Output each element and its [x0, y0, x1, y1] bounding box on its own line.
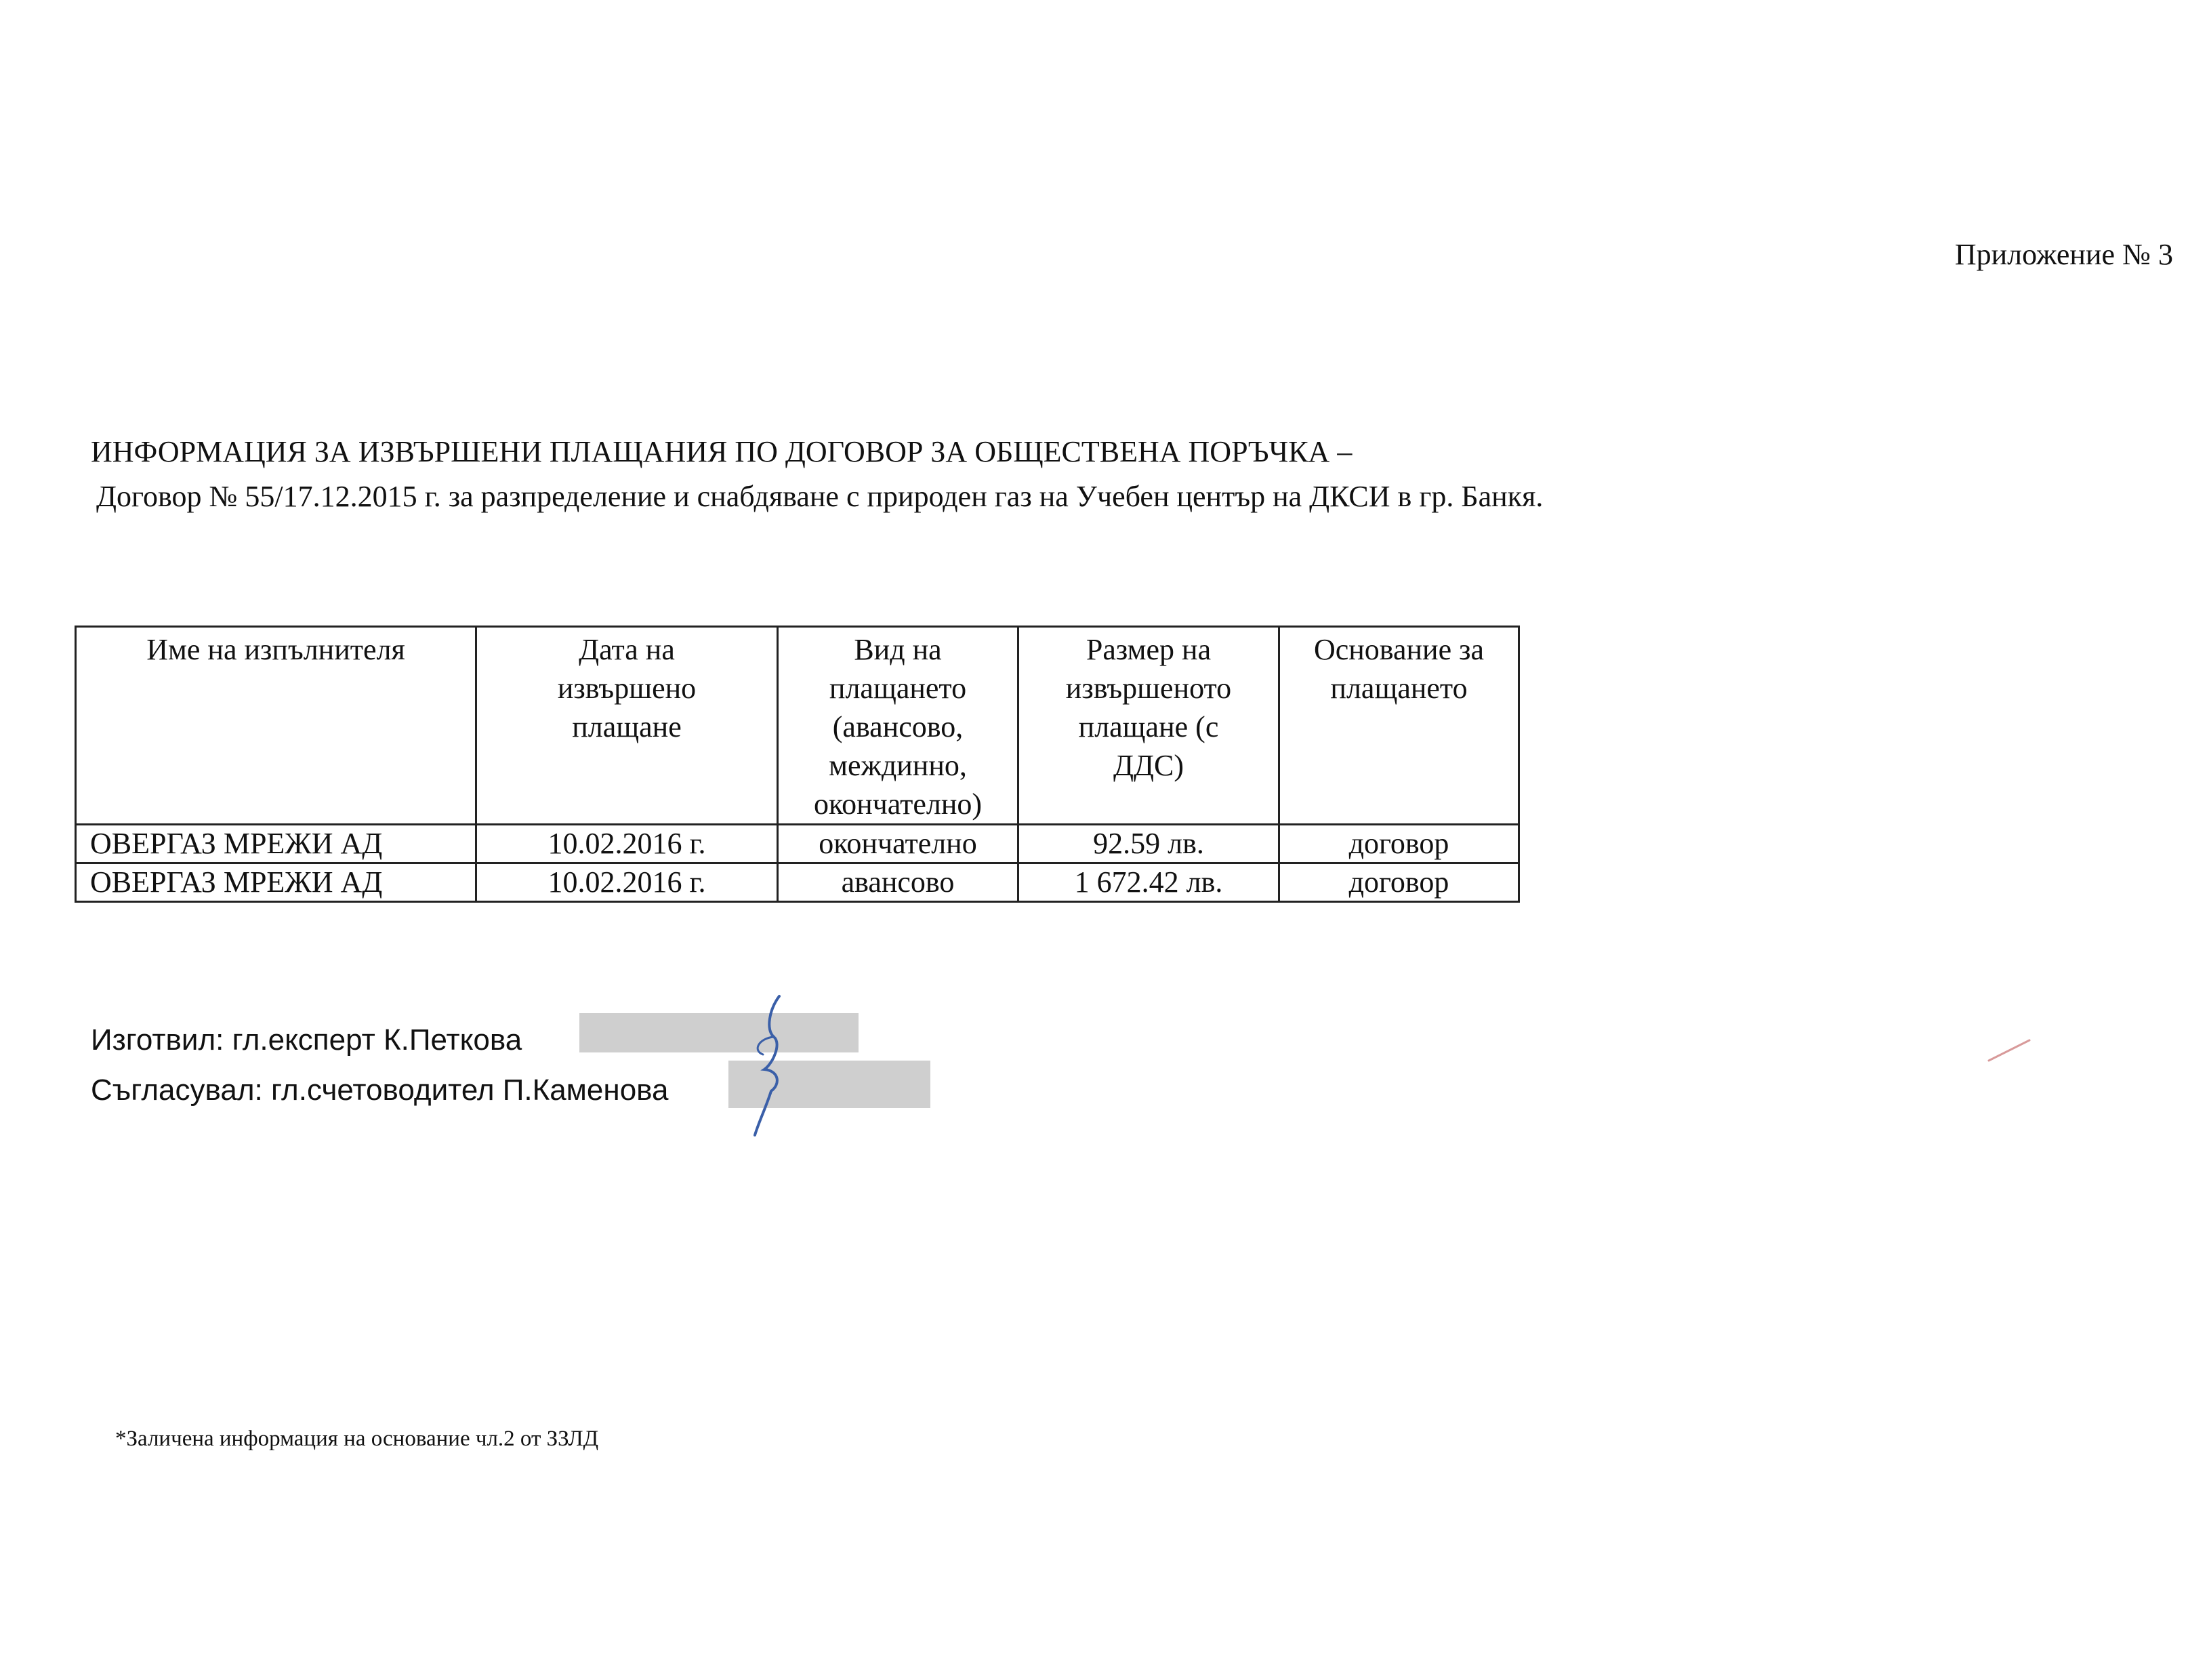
pen-mark — [1985, 1037, 2033, 1064]
table-row — [76, 825, 1519, 863]
cell-payment-amount: 92.59 лв. — [1018, 825, 1279, 863]
prepared-by: Изготвил: гл.експерт К.Петкова — [91, 1023, 522, 1057]
cell-payment-date: 10.02.2016 г. — [476, 863, 778, 902]
cell-contractor-name: ОВЕРГАЗ МРЕЖИ АД — [76, 825, 476, 863]
header-payment-date: Дата на извършено плащане — [476, 627, 778, 825]
annex-number: Приложение № 3 — [1954, 238, 2173, 271]
title-line-2: Договор № 55/17.12.2015 г. за разпределение и снабдяване с природен газ на Учебен център на ДКСИ в гр. Банкя. — [96, 480, 1544, 513]
footnote: *Заличена информация на основание чл.2 от ЗЗЛД — [115, 1427, 599, 1451]
cell-payment-amount: 1 672.42 лв. — [1018, 863, 1279, 902]
cell-payment-basis: договор — [1279, 863, 1519, 902]
header-payment-amount: Размер на извършеното плащане (с ДДС) — [1018, 627, 1279, 825]
redaction-box-prepared — [579, 1013, 859, 1052]
approved-by: Съгласувал: гл.счетоводител П.Каменова — [91, 1073, 669, 1107]
signature-scribble — [732, 989, 813, 1139]
cell-payment-date: 10.02.2016 г. — [476, 825, 778, 863]
header-payment-basis: Основание за плащането — [1279, 627, 1519, 825]
payments-table — [75, 626, 1520, 903]
header-contractor-name: Име на изпълнителя — [76, 627, 476, 825]
document-title — [91, 430, 1543, 519]
table-header-row — [76, 627, 1519, 825]
title-line-1: ИНФОРМАЦИЯ ЗА ИЗВЪРШЕНИ ПЛАЩАНИЯ ПО ДОГОВОР ЗА ОБЩЕСТВЕНА ПОРЪЧКА – — [91, 435, 1353, 468]
table-row — [76, 863, 1519, 902]
cell-contractor-name: ОВЕРГАЗ МРЕЖИ АД — [76, 863, 476, 902]
header-payment-type: Вид на плащането (авансово, междинно, окончателно) — [778, 627, 1018, 825]
cell-payment-basis: договор — [1279, 825, 1519, 863]
cell-payment-type: окончателно — [778, 825, 1018, 863]
cell-payment-type: авансово — [778, 863, 1018, 902]
